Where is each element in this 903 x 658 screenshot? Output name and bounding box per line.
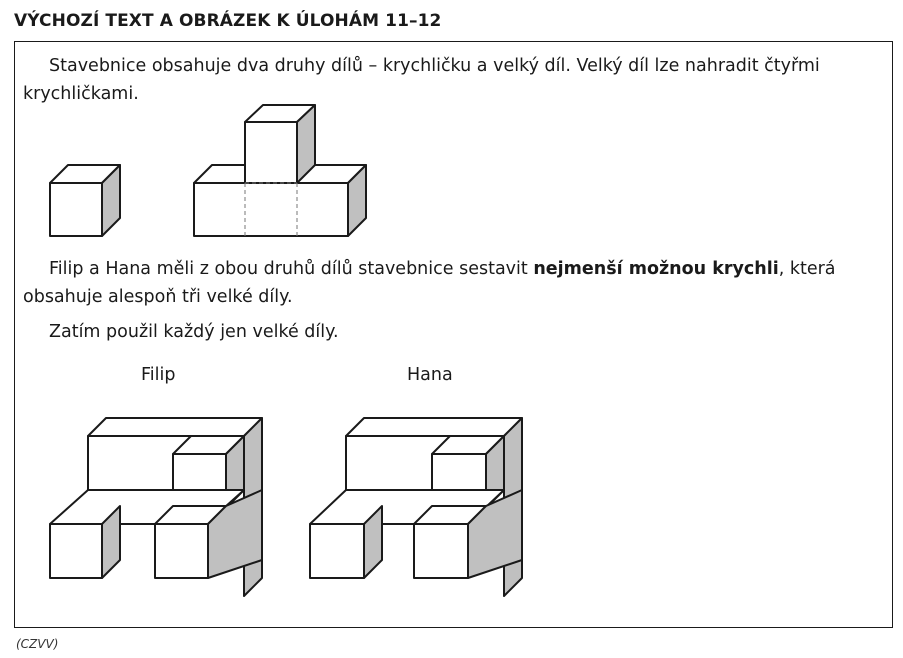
intro-text: Stavebnice obsahuje dva druhy dílů – krychličku a velký díl. Velký díl lze nahradit čtyřmi krychličkami. <box>23 56 820 104</box>
task-emphasis: nejmenší možnou krychli <box>533 259 779 279</box>
caption-hana: Hana <box>407 365 453 385</box>
small-cube-figure <box>50 165 120 236</box>
filip-structure-figure <box>50 418 262 596</box>
caption-filip: Filip <box>141 365 176 385</box>
task-text-after: , která obsahuje alespoň tři velké díly. <box>23 259 836 307</box>
source-credit: (CZVV) <box>16 637 59 651</box>
large-piece-figure <box>194 105 366 236</box>
hana-structure-figure <box>310 418 522 596</box>
note-paragraph: Zatím použil každý jen velké díly. <box>49 322 339 342</box>
section-heading: VÝCHOZÍ TEXT A OBRÁZEK K ÚLOHÁM 11–12 <box>14 11 442 31</box>
task-text-before: Filip a Hana měli z obou druhů dílů stavebnice sestavit <box>49 259 534 279</box>
